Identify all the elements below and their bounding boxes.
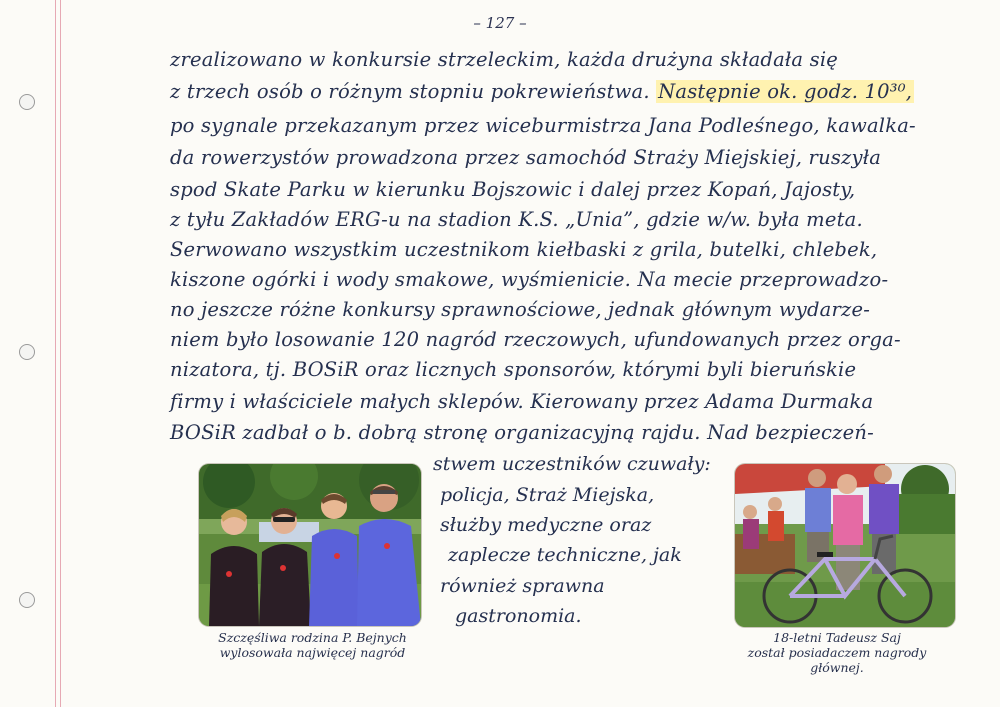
caption-line: głównej. [810, 660, 864, 675]
text-line: Serwowano wszystkim uczestnikom kiełbaski z grila, butelki, chlebek, [170, 238, 878, 261]
text-line [170, 80, 960, 103]
text-line: gastronomia. [455, 605, 582, 627]
text-line: BOSiR zadbał o b. dobrą stronę organizacyjną rajdu. Nad bezpieczeń- [170, 421, 874, 444]
text-line: spod Skate Parku w kierunku Bojszowic i dalej przez Kopań, Jajosty, [170, 178, 856, 201]
text-line: po sygnale przekazanym przez wiceburmistrza Jana Podleśnego, kawalka- [170, 114, 916, 137]
binder-hole [19, 344, 35, 360]
text-line: służby medyczne oraz [440, 514, 652, 536]
text-line: da rowerzystów prowadzona przez samochód Straży Miejskiej, ruszyła [170, 146, 882, 169]
photo-caption-right [712, 630, 962, 675]
text-line: policja, Straż Miejska, [440, 484, 655, 506]
text-line: no jeszcze różne konkursy sprawnościowe, jednak głównym wydarze- [170, 298, 871, 321]
bicycle-photo [735, 464, 955, 627]
page-number: – 127 – [473, 14, 527, 32]
text-line: nizatora, tj. BOSiR oraz licznych sponsorów, którymi byli bieruńskie [170, 358, 857, 381]
text-line: również sprawna [440, 575, 605, 597]
margin-line-left [55, 0, 56, 707]
binder-hole [19, 592, 35, 608]
text-line: firmy i właściciele małych sklepów. Kierowany przez Adama Durmaka [170, 390, 874, 413]
binder-hole [19, 94, 35, 110]
text-line: zrealizowano w konkursie strzeleckim, każda drużyna składała się [170, 48, 839, 71]
margin-line-right [60, 0, 61, 707]
caption-line: Szczęśliwa rodzina P. Bejnych [218, 630, 407, 645]
caption-line: został posiadaczem nagrody [747, 645, 927, 660]
photo-caption-left [180, 630, 445, 660]
caption-line: wylosowała najwięcej nagród [219, 645, 406, 660]
text-line: zaplecze techniczne, jak [448, 544, 682, 566]
text-line: niem było losowanie 120 nagród rzeczowych, ufundowanych przez orga- [170, 328, 901, 351]
text-line-part: z trzech osób o różnym stopniu pokrewieństwa. [170, 80, 650, 103]
text-line: z tyłu Zakładów ERG-u na stadion K.S. „Unia”, gdzie w/w. była meta. [170, 208, 863, 231]
family-photo [199, 464, 421, 626]
text-line: kiszone ogórki i wody smakowe, wyśmienicie. Na mecie przeprowadzo- [170, 268, 889, 291]
text-line: stwem uczestników czuwały: [433, 453, 711, 475]
highlighted-text: Następnie ok. godz. 10³⁰, [658, 80, 913, 103]
caption-line: 18-letni Tadeusz Saj [773, 630, 901, 645]
